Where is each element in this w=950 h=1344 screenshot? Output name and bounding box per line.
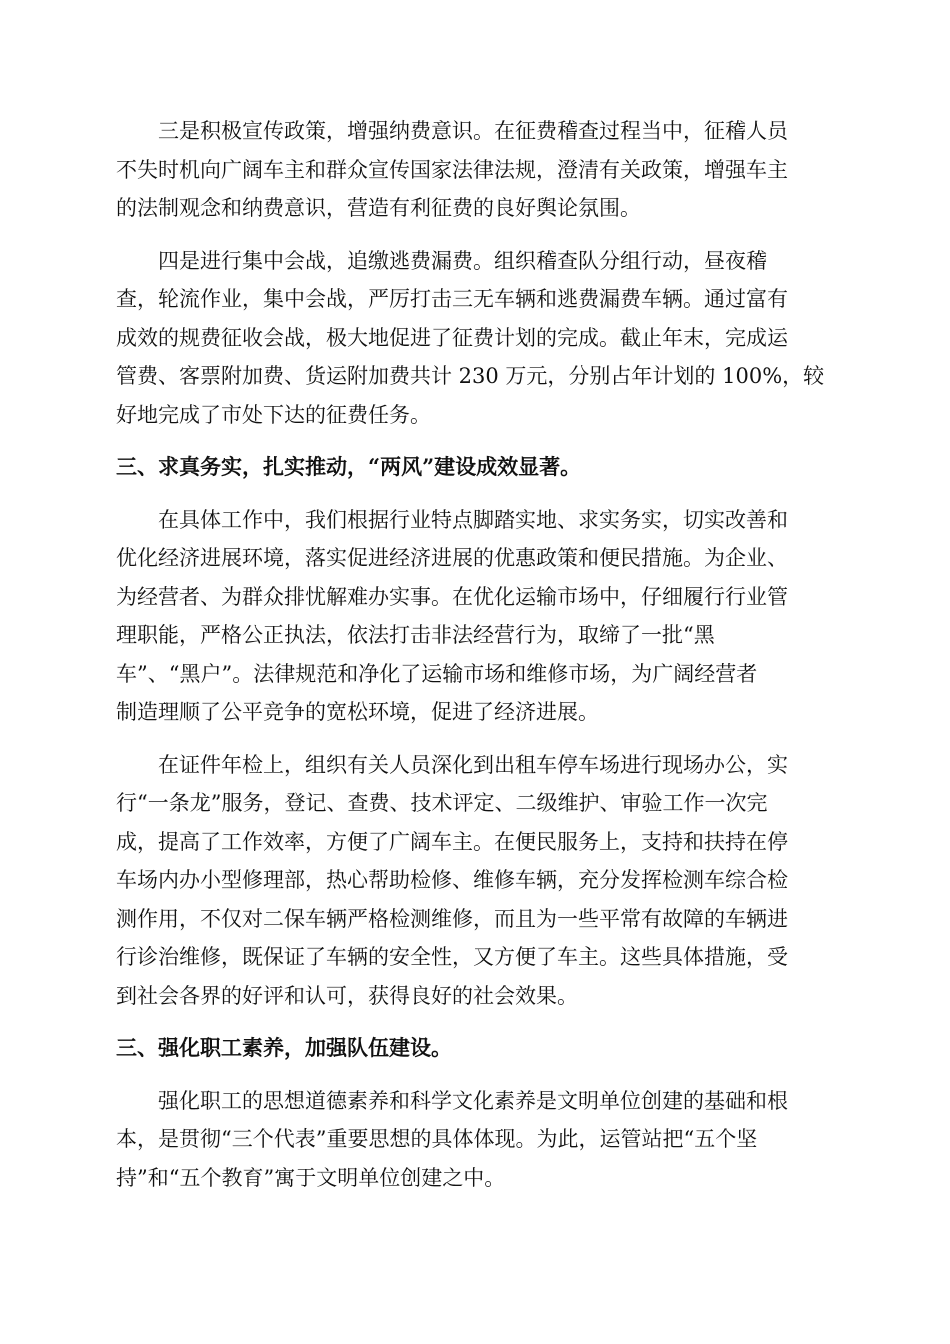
text-line: 成效的规费征收会战，极大地促进了征费计划的完成。截止年末，完成运 bbox=[116, 325, 788, 350]
text-line: 测作用，不仅对二保车辆严格检测维修，而且为一些平常有故障的车辆进 bbox=[116, 906, 788, 931]
text-line: 到社会各界的好评和认可，获得良好的社会效果。 bbox=[116, 983, 578, 1008]
document-body bbox=[116, 112, 832, 1211]
text-line: 的法制观念和纳费意识，营造有利征费的良好舆论氛围。 bbox=[116, 196, 641, 220]
text-line: 行诊治维修，既保证了车辆的安全性，又方便了车主。这些具体措施，受 bbox=[116, 945, 788, 969]
paragraph-staff-quality bbox=[116, 1082, 832, 1198]
text-line: 三是积极宣传政策，增强纳费意识。在征费稽查过程当中，征稽人员 bbox=[158, 119, 788, 143]
text-line: 成，提高了工作效率，方便了广阔车主。在便民服务上，支持和扶持在停 bbox=[116, 829, 788, 854]
text-line: 四是进行集中会战，追缴逃费漏费。组织稽查队分组行动，昼夜稽 bbox=[158, 248, 767, 273]
text-line: 管费、客票附加费、货运附加费共计 230 万元，分别占年计划的 100%，较 bbox=[116, 364, 825, 388]
text-line: 强化职工的思想道德素养和科学文化素养是文明单位创建的基础和根 bbox=[158, 1088, 788, 1113]
text-line: 理职能，严格公正执法，依法打击非法经营行为，取缔了一批“黑 bbox=[116, 623, 715, 647]
text-line: 本，是贯彻“三个代表”重要思想的具体体现。为此，运管站把“五个坚 bbox=[116, 1127, 758, 1151]
text-line: 制造理顺了公平竞争的宽松环境，促进了经济进展。 bbox=[116, 700, 599, 724]
text-line: 为经营者、为群众排忧解难办实事。在优化运输市场中，仔细履行行业管 bbox=[116, 584, 788, 609]
paragraph-specific-work bbox=[116, 501, 832, 732]
text-line: 不失时机向广阔车主和群众宣传国家法律法规，澄清有关政策，增强车主 bbox=[116, 157, 788, 182]
text-line: 优化经济进展环境，落实促进经济进展的优惠政策和便民措施。为企业、 bbox=[116, 546, 788, 570]
text-line: 在证件年检上，组织有关人员深化到出租车停车场进行现场办公，实 bbox=[158, 752, 788, 777]
text-line: 行“一条龙”服务，登记、查费、技术评定、二级维护、审验工作一次完 bbox=[116, 791, 768, 815]
text-line: 好地完成了市处下达的征费任务。 bbox=[116, 402, 431, 427]
text-line: 车场内办小型修理部，热心帮助检修、维修车辆，充分发挥检测车综合检 bbox=[116, 868, 788, 892]
paragraph-centralized-campaign bbox=[116, 242, 832, 435]
text-line: 持”和“五个教育”寓于文明单位创建之中。 bbox=[116, 1165, 506, 1190]
text-line: 车”、“黑户”。法律规范和净化了运输市场和维修市场，为广阔经营者 bbox=[116, 661, 758, 686]
section-heading-two-styles: 三、求真务实，扎实推动，“两风”建设成效显著。 bbox=[116, 454, 582, 479]
text-line: 在具体工作中，我们根据行业特点脚踏实地、求实务实，切实改善和 bbox=[158, 507, 788, 532]
paragraph-annual-inspection bbox=[116, 746, 832, 1016]
section-heading-staff-quality: 三、强化职工素养，加强队伍建设。 bbox=[116, 1035, 452, 1060]
text-line: 查，轮流作业，集中会战，严厉打击三无车辆和逃费漏费车辆。通过富有 bbox=[116, 287, 788, 311]
paragraph-tax-publicity bbox=[116, 112, 832, 228]
